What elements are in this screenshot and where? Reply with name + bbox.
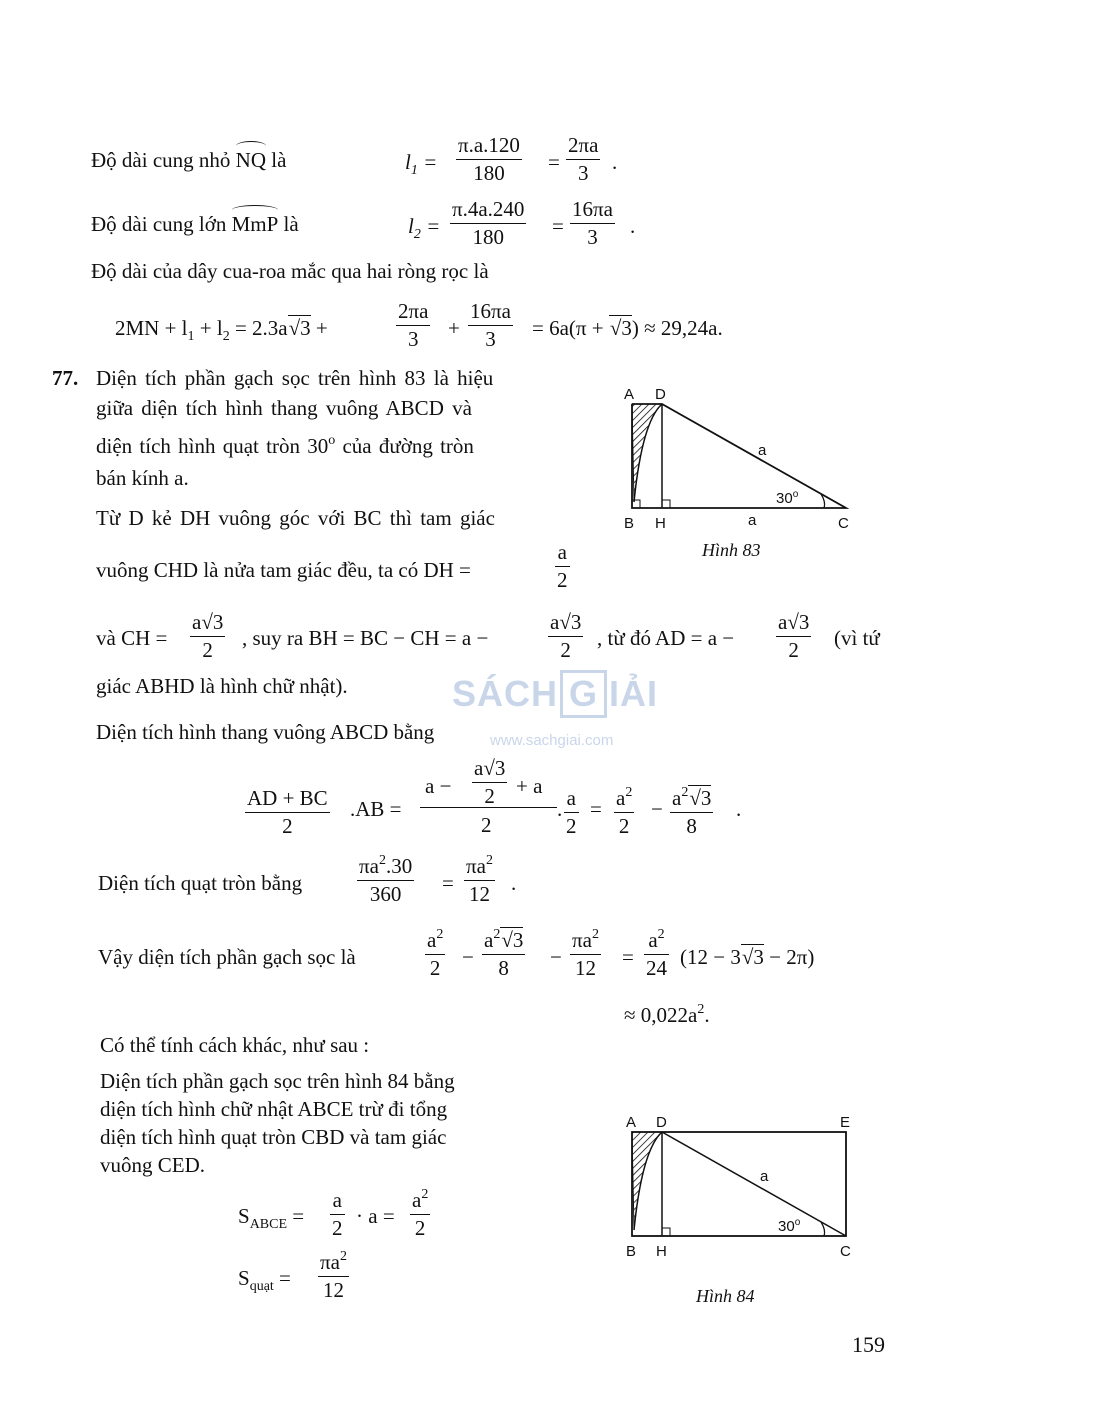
p77-line-5: Từ D kẻ DH vuông góc với BC thì tam giác [96, 506, 495, 530]
dot: . [557, 797, 563, 821]
fig84-label-a: A [626, 1114, 637, 1131]
trap-big-numerator-b: + a [516, 774, 543, 798]
ch-fraction: $\frac{a√3}{2}$ [192, 610, 224, 662]
trap-inner-fraction: $\frac{a√3}{2}$ [474, 756, 506, 808]
belt-fraction-1: $\frac{2\pi a}{3}$ [398, 299, 429, 351]
fig84-label-d: D [656, 1114, 667, 1131]
alt-line-2: diện tích hình chữ nhật ABCE trừ đi tổng [100, 1097, 448, 1121]
right-angle-b [632, 500, 640, 508]
problem-number: 77. [52, 366, 79, 390]
watermark-url: www.sachgiai.com [490, 732, 614, 749]
p77-line-8: giác ABHD là hình chữ nhật). [96, 674, 348, 698]
p77-line-4: bán kính a. [96, 466, 189, 490]
figure-84 [618, 1126, 858, 1256]
l1-symbol: $l_1$ = [405, 150, 438, 178]
period: . [630, 214, 636, 238]
equals: = [622, 945, 634, 969]
fig83-label-c: C [838, 515, 849, 532]
trap-result-2: $\frac{a^2√3}{8}$ [672, 785, 712, 838]
l2-fraction-1: $\frac{\pi.4a.240}{180}$ [452, 197, 525, 249]
l2-symbol: $l_2$ = [408, 214, 441, 242]
bh-fraction: $\frac{a√3}{2}$ [550, 610, 582, 662]
s-abce-fraction-1: $\frac{a}{2}$ [332, 1188, 343, 1240]
period: . [511, 871, 517, 895]
arc-nq: NQ [235, 148, 266, 172]
diagonal-dc [662, 1132, 846, 1236]
right-angle-h [662, 1228, 670, 1236]
s-abce-symbol: $S_{ABCE}$ = [238, 1204, 305, 1232]
bh-expression: , suy ra BH = BC − CH = a − [242, 626, 489, 650]
shade-tail: (12 − 3√3 − 2π) [680, 945, 815, 969]
shade-fraction-1: $\frac{a^2}{2}$ [427, 927, 444, 980]
fig84-angle: 30$^o$ [778, 1217, 801, 1235]
belt-text: Độ dài của dây cua-roa mắc qua hai ròng rọc là [91, 259, 489, 283]
fig83-label-a: A [624, 386, 635, 403]
dh-fraction: $\frac{a}{2}$ [557, 540, 568, 592]
fig83-label-b: B [624, 515, 635, 532]
fig84-caption: Hình 84 [696, 1286, 755, 1306]
ad-expression: , từ đó AD = a − [597, 626, 735, 650]
trap-big-denominator: 2 [481, 813, 492, 837]
arc-mmp: MmP [231, 212, 279, 236]
sector-fraction-1: $\frac{\pi a^2.30}{360}$ [359, 853, 413, 906]
fig84-label-hyp: a [760, 1168, 769, 1185]
trap-a-over-2: $\frac{a}{2}$ [566, 786, 577, 838]
belt-equation: $2MN + l_1 + l_2 = 2.3a√3$ + [115, 316, 328, 344]
right-angle-h [662, 500, 670, 508]
figure-83 [618, 392, 858, 532]
rectangle-abce [632, 1132, 846, 1236]
shade-text: Vậy diện tích phần gạch sọc là [98, 945, 356, 969]
equals: = [442, 871, 454, 895]
trap-ab: .AB = [350, 797, 402, 821]
alt-line-4: vuông CED. [100, 1153, 205, 1177]
alt-line-1: Diện tích phần gạch sọc trên hình 84 bằng [100, 1069, 455, 1093]
fig84-label-b: B [626, 1243, 637, 1260]
shade-fraction-3: $\frac{\pi a^2}{12}$ [572, 927, 599, 980]
l1-fraction-1: $\frac{\pi.a.120}{180}$ [458, 133, 520, 185]
trap-big-fraction-bar [420, 807, 557, 808]
minus: − [651, 797, 663, 821]
fig83-angle: 30$^o$ [776, 489, 799, 507]
equals: = [590, 797, 602, 821]
trap-fraction-1: $\frac{AD + BC}{2}$ [247, 786, 328, 838]
sector-text: Diện tích quạt tròn bằng [98, 871, 303, 895]
plus: + [448, 316, 460, 340]
fig84-label-c: C [840, 1243, 851, 1260]
fig83-label-d: D [655, 386, 666, 403]
p77-line-2: giữa diện tích hình thang vuông ABCD và [96, 396, 472, 420]
sector-fraction-2: $\frac{\pi a^2}{12}$ [466, 853, 493, 906]
p77-line-3: diện tích hình quạt tròn 30$^o$ của đường tròn [96, 433, 474, 458]
arc-small-label: Độ dài cung nhỏ NQ là [91, 148, 287, 172]
period: . [612, 150, 618, 174]
alt-text: Có thể tính cách khác, như sau : [100, 1033, 370, 1057]
hatched-region [632, 404, 662, 502]
equals: = [548, 150, 560, 174]
page-number: 159 [852, 1332, 885, 1357]
shade-fraction-2: $\frac{a^2√3}{8}$ [484, 927, 524, 980]
l2-fraction-2: $\frac{16\pi a}{3}$ [572, 197, 613, 249]
s-quat-fraction: $\frac{\pi a^2}{12}$ [320, 1249, 347, 1302]
belt-result: = 6a(π + √3) ≈ 29,24a. [532, 316, 723, 340]
s-abce-mid: · a = [356, 1204, 395, 1228]
fig83-label-base: a [748, 512, 757, 529]
alt-line-3: diện tích hình quạt tròn CBD và tam giác [100, 1125, 447, 1149]
trapezoid-outline [632, 404, 846, 508]
trap-result-1: $\frac{a^2}{2}$ [616, 785, 633, 838]
l1-fraction-2: $\frac{2\pi a}{3}$ [568, 133, 599, 185]
p77-line-6: vuông CHD là nửa tam giác đều, ta có DH = [96, 558, 471, 582]
shade-fraction-4: $\frac{a^2}{24}$ [646, 927, 667, 980]
watermark-logo: SÁCH G IẢI [452, 670, 658, 718]
belt-fraction-2: $\frac{16\pi a}{3}$ [470, 299, 511, 351]
shade-approx: ≈ $0,022a^2$. [624, 1002, 710, 1027]
s-quat-symbol: $S_{quạt}$ = [238, 1266, 291, 1294]
hatched-region [632, 1132, 662, 1230]
period: . [736, 797, 742, 821]
trapezoid-text: Diện tích hình thang vuông ABCD bằng [96, 720, 435, 744]
fig83-label-hyp: a [758, 442, 767, 459]
minus: − [462, 945, 474, 969]
fig84-label-h: H [656, 1243, 667, 1260]
s-abce-fraction-2: $\frac{a^2}{2}$ [412, 1187, 429, 1240]
equals: = [552, 214, 564, 238]
fig83-label-h: H [655, 515, 666, 532]
arc-big-label: Độ dài cung lớn MmP là [91, 212, 299, 236]
ad-note: (vì tứ [834, 626, 880, 650]
p77-line-1: Diện tích phần gạch sọc trên hình 83 là hiệu [96, 366, 494, 390]
minus: − [550, 945, 562, 969]
ad-fraction: $\frac{a√3}{2}$ [778, 610, 810, 662]
ch-label: và CH = [96, 626, 168, 650]
fig83-caption: Hình 83 [702, 540, 761, 560]
fig84-label-e: E [840, 1114, 851, 1131]
trap-big-numerator-a: a − [425, 774, 452, 798]
